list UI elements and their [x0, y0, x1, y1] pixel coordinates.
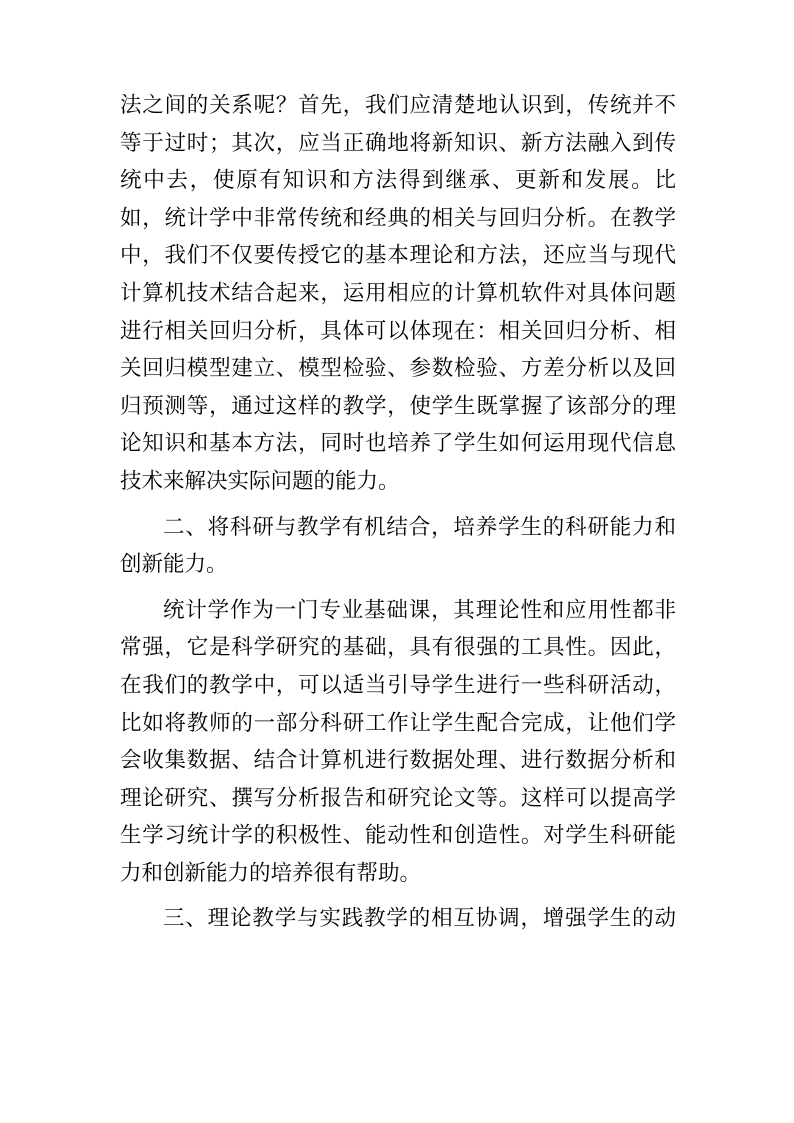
text-line: 生学习统计学的积极性、能动性和创造性。对学生科研能 [120, 823, 676, 849]
paragraph-spacer [120, 584, 676, 592]
text-line: 归预测等，通过这样的教学，使学生既掌握了该部分的理 [120, 393, 676, 419]
text-line: 技术来解决实际问题的能力。 [120, 468, 400, 494]
text-line: 会收集数据、结合计算机进行数据处理、进行数据分析和 [120, 748, 676, 774]
body-text [120, 87, 676, 938]
paragraph-research [120, 592, 676, 893]
text-line: 计算机技术结合起来，运用相应的计算机软件对具体问题 [120, 280, 676, 306]
text-line: 理论研究、撰写分析报告和研究论文等。这样可以提高学 [120, 785, 676, 811]
text-line: 如，统计学中非常传统和经典的相关与回归分析。在教学 [120, 205, 676, 231]
text-line: 关回归模型建立、模型检验、参数检验、方差分析以及回 [120, 356, 676, 382]
section-heading-3 [120, 900, 676, 938]
heading-line: 二、将科研与教学有机结合，培养学生的科研能力和 [163, 514, 676, 540]
text-line: 在我们的教学中，可以适当引导学生进行一些科研活动， [120, 672, 676, 698]
heading-line: 创新能力。 [120, 552, 228, 578]
paragraph-continuation [120, 87, 676, 501]
text-line: 统计学作为一门专业基础课，其理论性和应用性都非 [163, 597, 676, 623]
text-line: 统中去，使原有知识和方法得到继承、更新和发展。比 [120, 168, 676, 194]
heading-line: 三、理论教学与实践教学的相互协调，增强学生的动 [163, 906, 676, 932]
paragraph-spacer [120, 892, 676, 900]
text-line: 法之间的关系呢？首先，我们应清楚地认识到，传统并不 [120, 93, 676, 118]
text-line: 论知识和基本方法，同时也培养了学生如何运用现代信息 [120, 431, 676, 457]
paragraph-spacer [120, 501, 676, 509]
text-line: 进行相关回归分析，具体可以体现在：相关回归分析、相 [120, 318, 676, 344]
section-heading-2 [120, 509, 676, 584]
text-line: 力和创新能力的培养很有帮助。 [120, 860, 422, 886]
text-line: 比如将教师的一部分科研工作让学生配合完成，让他们学 [120, 710, 676, 736]
text-line: 中，我们不仅要传授它的基本理论和方法，还应当与现代 [120, 243, 676, 269]
text-line: 常强，它是科学研究的基础，具有很强的工具性。因此， [120, 635, 676, 661]
text-line: 等于过时；其次，应当正确地将新知识、新方法融入到传 [120, 130, 676, 156]
